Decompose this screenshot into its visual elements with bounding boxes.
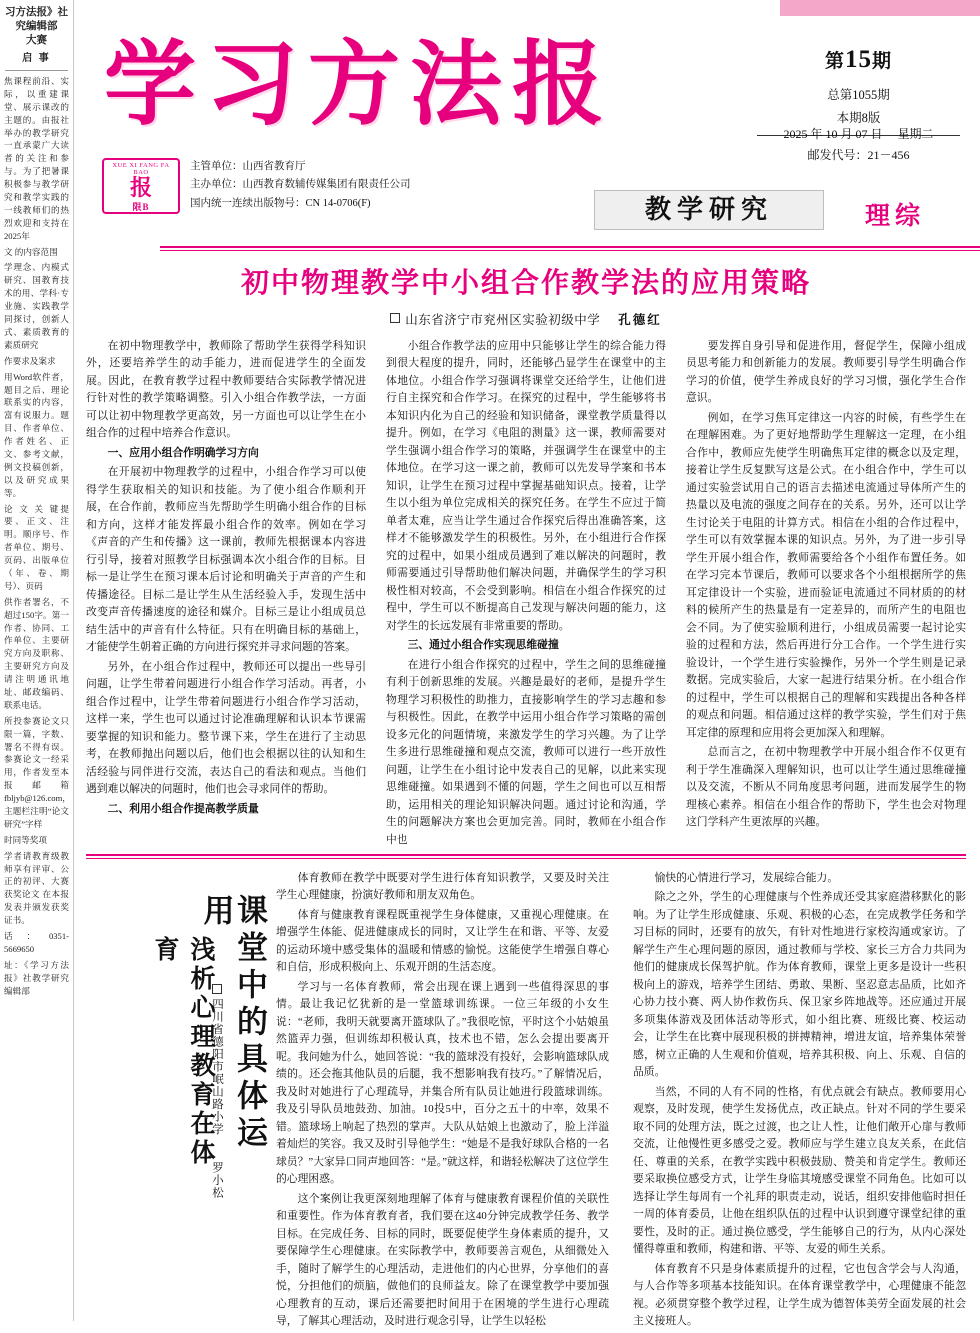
article-paragraph: 要发挥自身引导和促进作用，督促学生，保障小组成员思考能力和创新能力的发展。教师要引导学生明确合作学习的价值，使学生养成良好的学习习惯，强化学生合作意识。: [686, 340, 966, 405]
issue-label-post: 期: [872, 51, 893, 72]
main-article: [86, 262, 966, 851]
bottom-article-paragraph: 体育教育不只是身体素质提升的过程，它也包含学会与人沟通，与人合作等多项基本技能知识。在体育课堂教学中，心理健康不能忽视。必须贯穿整个教学过程，让学生成为德智体美劳全面发展的社会主义接班人。: [633, 1262, 966, 1328]
article-title: 初中物理教学中小组合作教学法的应用策略: [240, 268, 811, 299]
publication-date-block: [751, 124, 966, 166]
bottom-article-title-block: [151, 876, 288, 1296]
paper-title: 学习方法报: [104, 34, 615, 136]
bullet-square-icon: [390, 313, 400, 323]
notice-title: [4, 6, 69, 49]
publisher-logo: [102, 158, 180, 214]
publication-date: [751, 124, 966, 145]
bottom-article-paragraph: 除之之外，学生的心理健康与个性养成还受其家庭潜移默化的影响。为了让学生形成健康、乐观、积极的心态，在完成教学任务和学习目标的同时，还要有的放矢，有针对性地进行家校沟通或家访。了解学生产生心理问题的原因，通过教师与学校、家长三方合力共同为他们的健康成长保驾护航。作为体育教师，课堂上更多是设计一些积极向上的游戏，培养学生团结、勇敢、果断、坚忍意志品质，比如齐心协力技小赛、两人协作救伤兵、保卫家乡阵地战等。还应通过开展多项集体游戏及团体活动等形式，如小组比赛、班级比赛、校运动会，让学生在比赛中展现积极的拼搏精神，增进友谊，培养集体荣誉感，树立正确的人生观和价值观，培养其积极、向上、乐观、自信的品质。: [633, 891, 966, 1079]
bottom-article-subtitle: 浅析心理教育在体育: [151, 936, 214, 1168]
bottom-article: [86, 866, 966, 1328]
article-paragraph: 在初中物理教学中，教师除了帮助学生获得学科知识外，还要培养学生的动手能力，进而促进学生的全面发展。因此，在教育教学过程中教师要结合实际教学情况进行针对性的教学策略调整。引入小组合作教学法，一方面可以让初中物理教学更高效，另一方面也可以让学生在小组合作的过程中培养合作意识。: [86, 340, 366, 440]
publisher-line: 主办单位：山西教育数辅传媒集团有限责任公司: [190, 179, 411, 191]
bottom-article-paragraph: 学习与一名体育教师，常会出现在课上遇到一些值得深思的事情。最让我记忆犹新的是一堂篮球训练课。一位三年级的小女生说：“老师，我明天就要离开篮球队了。”我很吃惊，平时这个小姑娘虽然篮弄力强，但训练却积极认真，技术也不错，怎么会提出要离开呢。我问她为什么，她回答说：“我的篮球没有投好，会影响篮球队成绩的。还会拖其他队员的后腿，我不想影响我有技巧。”了解情况后，我及时对她进行了心理疏导，并集合所有队员让她进行段篮球训练。我及引导队员地鼓劲、加油。10投5中，百分之五十的中率，效果不错。篮球场上响起了热烈的掌声。大队从姑娘上也激动了，脸上洋溢着灿烂的笑容。我又及时引导他学生：“她是不是我好球队合格的一名球员？”大家异口同声地回答：“是。”就这样，和谐轻松解决了这位学生的心理困惑。: [276, 980, 609, 1186]
notice-paragraph: 用Word软件者，题目之后、理论联系实的内容，富有说服力。题目、作者单位、作者姓名、正文、参考文献，例文投稿创新，以及研究成果等。: [4, 371, 69, 498]
bottom-article-column-1: [276, 870, 609, 1333]
left-notice-strip: [0, 0, 74, 1321]
notice-paragraph: 时同等奖项: [4, 834, 47, 845]
bottom-article-paragraph: 体育与健康教育课程既重视学生身体健康，又重视心理健康。在增强学生体能、促进健康成长的同时，又让学生在和谐、平等、友爱的运动环境中感受集体的温暖和情感的愉悦。这能使学生增强自尊心和自信，形成积极向上、乐观开朗的生活态度。: [276, 908, 609, 974]
article-paragraph: 总而言之，在初中物理教学中开展小组合作不仅更有利于学生准确深入理解知识，也可以让学生通过思维碰撞以及交流，不断从不同角度思考问题，进而发展学生的物理核心素养。相信在小组合作的帮助下，学生也会对物理这门学科产生更浓厚的兴趣。: [686, 746, 966, 829]
masthead: [74, 0, 980, 264]
notice-title-line-2: 大赛: [26, 35, 47, 47]
notice-title-line-1: 究编辑部: [15, 21, 58, 33]
notice-paragraph: 所投参赛论文只限一篇，字数、署名不得有误。参赛论文一经采用，作者发至本报邮箱 fbljyb@126.com，主题栏注明“论文研究”字样: [4, 715, 71, 829]
bottom-article-paragraph: 这个案例让我更深刻地理解了体育与健康教育课程价值的关联性和重要性。作为体育教育者，我们要在这40分钟完成教学任务、教学目标。在完成任务、目标的同时，既要促使学生身体素质的提升，又要保障学生心理健康。在实际教学中，教师要善言观色，从细微处入手，随时了解学生的心理活动，走进他们的内心世界，分享他们的喜悦，分担他们的烦脑，做他们的良师益友。除了在课堂教学中要加强心理教育的互动，课后还需要把时间用于在困境的学生进行心理疏导，了解其心理活动，及时进行观念引导，让学生以轻松: [276, 1192, 609, 1328]
article-byline: [86, 310, 966, 328]
notice-paragraph: 作要求及案求: [4, 355, 56, 366]
article-paragraph: 在开展初中物理教学的过程中，小组合作学习可以使得学生获取相关的知识和技能。为了使小组合作顺利开展，在合作前，教师应当先帮助学生明确小组合作的目标和方向，这样才能发挥最小组合作的效率。例如在学习《声音的产生和传播》这一课前，教师先根据课本内容进行引导，接着对照教学目标强调本次小组合作的目标。目标一是让学生在预习课本后讨论和明确关于声音的产生和传播途径。目标二是让学生从生活经验入手，发现生活中改变声音传播速度的途径和媒介。目标三是让小组成员总结生活中的声音有什么特征。只有在明确目标的基础上，才能使学生朝着正确的方向进行探究并寻求问题的答案。: [86, 466, 366, 654]
logo-abbr: 限B: [132, 202, 150, 212]
bottom-article-title: 课堂中的具体运用: [198, 894, 267, 1153]
article-column-3: [686, 338, 966, 851]
divider: [86, 854, 966, 856]
notice-paragraph: 文 的内容范围: [4, 246, 58, 257]
bottom-article-byline: [168, 984, 226, 1284]
divider: [86, 858, 966, 859]
article-subheading: 二、利用小组合作提高教学质量: [107, 802, 259, 815]
article-paragraph: 小组合作教学法的应用中只能够让学生的综合能力得到很大程度的提升，同时，还能够凸显学生在课堂中的主体地位。小组合作学习强调将课堂交还给学生，让他们进行自主探究和合作学习。在探究的过程中，学生能够将书本知识内化为自己的经验和知识储备，课堂教学质量得以提升。例如，在学习《电阻的测量》这一课，教师需要对学生强调小组合作学习的策略，并强调学生在课堂中的主体地位。在学习这一课之前，教师可以先发导学案和书本知识，让学生在预习过程中掌握基础知识点。接着，让学生以小组为单位完成相关的探究任务。在学生不应过于简单者太难，应当让学生通过合作探究后得出准确答案，这样才不能够激发学生的积极性。另外，在小组进行合作探究的过程中，如果小组成员遇到了难以解决的问题时，教师需要通过引导帮助他们解决问题，并确保学生的学习积极性相对较高，不会受到影响。相信在小组合作探究的过程中，学生可以不断提高自己发现与解决问题的能力，这对学生的长远发展有非常重要的帮助。: [386, 340, 666, 632]
decorative-pink-bar: [780, 0, 980, 16]
issue-number-line: [751, 36, 966, 84]
total-issue: 总第1055期: [827, 87, 890, 102]
bottom-article-paragraph: 当然，不同的人有不同的性格，有优点就会有缺点。教师要用心观察，及时发现，使学生发扬优点，改正缺点。针对不同的学生要采取不同的处理方法，既之过渡，也之让人性，让他们敞开心扉与教师交流，让他慢性更多感受之爱。教师应与学生建立良友关系，在此信任、尊重的关系，在教学实践中积极鼓励、赞美和肯定学生。教师还要采取换位感受方式，让学生身临其境感受课堂不同角色。比如可以选择让学生每周有一个礼拜的职责走动，说话，组织安排他临时担任一周的体育委员，让他在组织队伍的过程中认识到遵守课堂纪律的重要性，及时的正。通过换位感受，学生能够自己的行为，从内心深处懂得尊重和教师，构建和谐、平等、友爱的师生关系。: [633, 1085, 966, 1256]
subject-tag: 理综: [864, 203, 925, 230]
bullet-square-icon: [212, 984, 222, 994]
issue-number: 15: [845, 46, 872, 73]
article-subheading: 三、通过小组合作实现思维碰撞: [407, 639, 559, 652]
post-code: 邮发代号：21－456: [807, 148, 910, 162]
bottom-article-paragraph: 体育教师在教学中既要对学生进行体育知识教学，又要及时关注学生心理健康，扮演好教师和朋友双角色。: [276, 872, 609, 902]
bottom-author-name: 罗小松: [211, 1161, 223, 1199]
publisher-line: 主管单位：山西省教育厅: [190, 161, 306, 172]
notice-paragraph: 焦课程前沿、实际，以重建课堂、展示课改的主题的。由报社举办的教学研究一直承蒙广大读者的关注和参与。为了把暑课积极参与教学研究和教学实践的一线教师们的热烈欢迎和支持在2025年: [4, 76, 69, 241]
bottom-author-affiliation: 四川省德阳市岷山路小学: [211, 998, 223, 1136]
notice-paragraph: 学者请教育级教师享有评审、公正的初评、大赛获奖论文 在本报发表并颁发获奖证书。: [4, 850, 69, 926]
article-column-2: [386, 338, 666, 851]
weekday-text: 星期二: [897, 127, 934, 141]
article-columns: [86, 338, 966, 851]
page-count: 本期8版: [836, 111, 881, 126]
article-paragraph: 在进行小组合作探究的过程中，学生之间的思维碰撞有利于创新思维的发展。兴趣是最好的老师，是提升学生物理学习积极性的助推力，直接影响学生的学习志趣和参与积极性。因此，在教学中运用小组合作学习策略的需创设多元化的问题情境，来激发学生的学习兴趣。为了让学生多进行思维碰撞和观点交流，教师可以进行一些开放性问题，让学生在小组讨论中发表自己的见解，以此来实现思维碰撞。如果遇到不懂的问题，学生之间也可以互相帮助，运用相关的理论知识解决问题。通过讨论和沟通，学生的问题解决方案也会更加完善。同时，教师在小组合作中也: [386, 658, 666, 846]
bottom-article-columns: [276, 870, 966, 1333]
issue-label-pre: 第: [824, 51, 845, 72]
article-subheading: 一、应用小组合作明确学习方向: [107, 446, 259, 459]
divider: [160, 246, 980, 248]
author-affiliation: 山东省济宁市兖州区实验初级中学: [405, 313, 601, 327]
notice-paragraph: 论 文 关 键提要、正文、注明。顺序号、作者单位、期号、页码、出版单位（年、卷、期号）、页码: [4, 503, 69, 591]
logo-pinyin: XUE XI FANG FA BAO: [112, 162, 170, 176]
divider: [160, 250, 980, 251]
publisher-line: 国内统一连续出版物号：CN 14-0706(F): [190, 197, 371, 209]
section-tag: 教学研究: [594, 190, 824, 230]
divider: [5, 70, 68, 71]
notice-paragraph: 址：《学习方法报》社教学研究编辑部: [4, 959, 69, 996]
date-text: 2025 年 10 月 07 日: [783, 127, 883, 141]
author-name: 孔德红: [618, 313, 662, 327]
article-paragraph: 例如，在学习焦耳定律这一内容的时候，有些学生在在理解困难。为了更好地帮助学生理解这一定理，在小组合作中，教师应先使学生明确焦耳定律的概念以及定理，接着让学生反复默写这是公式。在小组合作中，学生可以通过实验尝试用自己的语言去描述电流通过导体所产生的热量以及电流的强度之间存在的关系。另外，还可以让学生讨论关于电阻的计算方式。相信在小组的合作过程中，学生可以有效掌握本课的知识点。另外，为了进一步引导学生开展小组合作，教师需要给各个小组作布置任务。如在学习完本节课后，教师可以要求各个小组根据所学的焦耳定律设计一个实验，进而验证电流通过不同材质的的材料的候所产生的热量是有一定差异的，而所产生的电阻也会不同。为了使实验顺利进行，小组成员需要一起讨论实验的过程和方法，然后再进行分工合作。一个学生进行实验设计，一个学生进行实验操作，另外一个学生则是记录数据。完成实验后，大家一起进行结果分析。在小组合作的过程中，学生可以根据自己的理解和实践提出各种各样的观点和问题。相信通过这样的教学实验，学生们对于焦耳定律的原理和应用将会更加深入和理解。: [686, 411, 966, 739]
notice-paragraph: 话：0351-5669650: [4, 931, 69, 954]
notice-subtitle: 启 事: [22, 52, 51, 64]
logo-mark: 报: [129, 175, 152, 200]
notice-paragraph: 学理念、内模式研究、国教育技术的用、学科·专业施、实践教学同探讨，创新人式、素质教育的素质研究: [4, 262, 69, 350]
notice-paragraph: 供作者署名，不超过150字。第一作者、协同、工作单位、主要研究方向及职称、主要研究方向及请注明通讯地址、邮政编码、联系电话。: [4, 596, 69, 710]
article-column-1: [86, 338, 366, 851]
bottom-article-column-2: [633, 870, 966, 1333]
bottom-article-paragraph: 愉快的心情进行学习，发展综合能力。: [654, 872, 839, 884]
notice-title-line-0: 习方法报》社: [5, 7, 68, 18]
publisher-info: [190, 158, 570, 213]
article-paragraph: 另外，在小组合作过程中，教师还可以提出一些导引问题，让学生带着问题进行小组合作学习活动。再者，小组合作过程中，让学生带着问题进行小组合作学习活动，这样一来，学生也可以通过讨论准确理解和认识本节课需要掌握的知识和能力。整节课下来，学生在进行了主动思考，在教师抛出问题以后，他们也会根据以往的认知和生活经验与同伴进行交流，表达自己的看法和观点。当他们遇到难以解决的问题时，他们也会寻求同伴的帮助。: [86, 660, 366, 796]
